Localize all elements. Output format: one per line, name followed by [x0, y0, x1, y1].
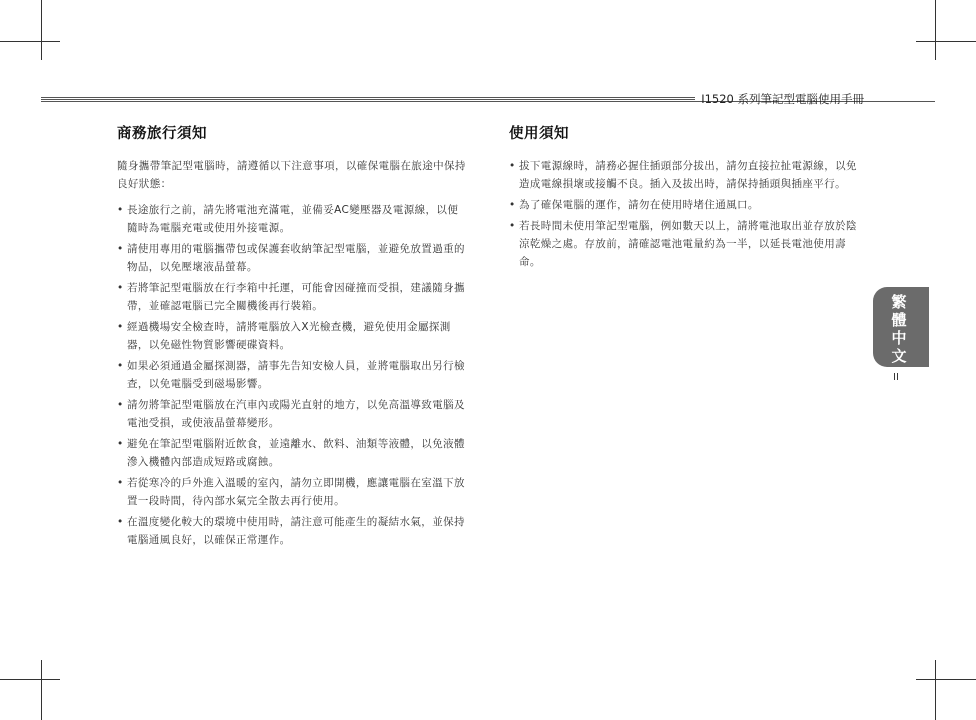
bullet-icon: •: [509, 199, 516, 211]
bullet-icon: •: [509, 160, 516, 172]
list-item: • 請使用專用的電腦攜帶包或保護套收納筆記型電腦，並避免放置過重的物品，以免壓壞液晶螢幕。: [117, 240, 467, 276]
list-item: • 若將筆記型電腦放在行李箱中托運，可能會因碰撞而受損，建議隨身攜帶，並確認電腦已完全關機後再行裝箱。: [117, 279, 467, 315]
list-item: • 長途旅行之前，請先將電池充滿電，並備妥AC變壓器及電源線，以便隨時為電腦充電或使用外接電源。: [117, 201, 467, 237]
crop-mark: [935, 660, 936, 720]
usage-section: [509, 122, 861, 274]
bullet-icon: •: [117, 321, 124, 333]
list-item: • 若從寒冷的戶外進入溫暖的室內，請勿立即開機，應讓電腦在室溫下放置一段時間，待內部水氣完全散去再行使用。: [117, 474, 467, 510]
section-title: 商務旅行須知: [117, 126, 207, 142]
bullet-icon: •: [117, 243, 124, 255]
list-item: • 在溫度變化較大的環境中使用時，請注意可能產生的凝結水氣，並保持電腦通風良好，以確保正常運作。: [117, 513, 467, 549]
bullet-icon: •: [117, 360, 124, 372]
crop-mark: [916, 679, 976, 680]
crop-mark: [916, 41, 976, 42]
crop-mark: [935, 0, 936, 60]
bullet-icon: •: [117, 282, 124, 294]
list-item: • 避免在筆記型電腦附近飲食，並遠離水、飲料、油類等液體，以免液體滲入機體內部造成短路或腐蝕。: [117, 435, 467, 471]
bullet-icon: •: [509, 220, 516, 232]
page-number: II: [893, 372, 899, 383]
travel-list: [117, 201, 467, 549]
bullet-icon: •: [117, 204, 124, 216]
list-item: • 為了確保電腦的運作，請勿在使用時堵住通風口。: [509, 196, 861, 214]
usage-list: [509, 157, 861, 271]
section-intro: 隨身攜帶筆記型電腦時，請遵循以下注意事項，以確保電腦在旅途中保持良好狀態：: [117, 160, 466, 190]
list-item: • 拔下電源線時，請務必握住插頭部分拔出，請勿直接拉扯電源線，以免造成電線損壞或接觸不良。插入及拔出時，請保持插頭與插座平行。: [509, 157, 861, 193]
section-title: 使用須知: [509, 126, 569, 142]
crop-mark: [0, 41, 60, 42]
list-item: • 如果必須通過金屬探測器，請事先告知安檢人員，並將電腦取出另行檢查，以免電腦受到磁場影響。: [117, 357, 467, 393]
list-item: • 請勿將筆記型電腦放在汽車內或陽光直射的地方，以免高溫導致電腦及電池受損，或使液晶螢幕變形。: [117, 396, 467, 432]
bullet-icon: •: [117, 399, 124, 411]
bullet-icon: •: [117, 438, 124, 450]
manual-title: I1520 系列筆記型電腦使用手冊: [701, 92, 864, 106]
bullet-icon: •: [117, 516, 124, 528]
language-tab: [873, 287, 929, 367]
crop-mark: [41, 660, 42, 720]
travel-section: [117, 122, 467, 552]
language-tab-label: 繁體中文: [891, 293, 907, 365]
list-item: • 經過機場安全檢查時，請將電腦放入X光檢查機，避免使用金屬探測器，以免磁性物質影響硬碟資料。: [117, 318, 467, 354]
crop-mark: [0, 679, 60, 680]
bullet-icon: •: [117, 477, 124, 489]
list-item: • 若長時間未使用筆記型電腦，例如數天以上，請將電池取出並存放於陰涼乾燥之處。存放前，請確認電池電量約為一半，以延長電池使用壽命。: [509, 217, 861, 271]
crop-mark: [41, 0, 42, 60]
header-rule: [41, 97, 695, 102]
